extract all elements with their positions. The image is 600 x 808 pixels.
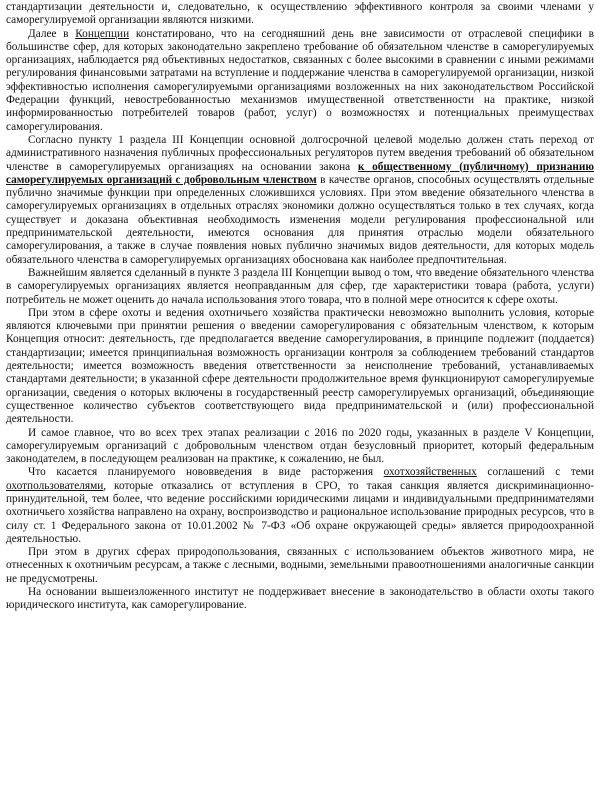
text-run: Далее в [28, 27, 76, 40]
text-run: На основании вышеизложенного институт не поддерживает внесение в законодательство в области охоты такого юридического института, как саморегулирование. [6, 586, 594, 612]
underlined-term: Концепции [75, 27, 130, 40]
paragraph [6, 28, 594, 134]
text-run: При этом в других сферах природопользования, связанных с использованием объектов животного мира, не отнесенных к охотничьим ресурсам, а также с лесными, водными, земельными правоотношениями аналогичные санкции не предусмотрены. [6, 546, 594, 585]
paragraph [6, 546, 594, 586]
paragraph [6, 267, 594, 307]
bold-underlined-phrase: к общественному (публичному) признанию саморегулируемых организаций с добровольным членством [6, 160, 594, 186]
underlined-term: охотпользователями [6, 479, 104, 492]
text-run: Важнейшим является сделанный в пункте 3 раздела III Концепции вывод о том, что введение обязательного членства в саморегулируемых организациях является неоправданным для сфер, где характеристики товара (работа, услуги) потребитель не может оценить до начала использования этого товара, что в полной мере относится к сфере охоты. [6, 266, 594, 306]
text-run: в качестве органов, способных осуществлять отдельные публично значимые функции при определенных сложившихся условиях. При этом введение обязательного членства в саморегулируемых организациях в отдельных отраслях экономики должно осуществляться только в тех случаях, когда существует и доказана объективная необходимость изменения модели регулирования профессиональной или предпринимательской деятельности, имеются основания для принятия отраслью модели обязательного саморегулирования, а также в случае появления новых публично значимых видов деятельности, для которых модель обязательного членства в саморегулируемых организациях обоснована как наиболее предпочтительная. [6, 173, 594, 266]
text-run: Согласно пункту 1 раздела III Концепции основной долгосрочной целевой моделью должен стать переход от административного назначения публичных профессиональных регуляторов путем введения требований об обязательном членстве в саморегулируемых организациях на основании закона [6, 133, 594, 173]
paragraph [6, 134, 594, 267]
paragraph [6, 427, 594, 467]
paragraph [6, 586, 594, 613]
text-run: стандартизации деятельности и, следовательно, к осуществлению эффективного контроля за своими членами у саморегулируемой организации являются низкими. [6, 1, 594, 27]
paragraph [6, 307, 594, 427]
paragraph [6, 1, 594, 28]
text-run: Что касается планируемого нововведения в виде расторжения [28, 466, 384, 479]
text-run: соглашений с теми [476, 466, 594, 479]
text-run: констатировано, что на сегодняшний день вне зависимости от отраслевой специфики в большинстве сфер, для которых законодательно закреплено требование об обязательном членстве в саморегулируемых организациях, наблюдается ряд объективных недостатков, связанных с более высокими в сравнении с иными режимами регулирования финансовыми затратами на вступление и поддержание членства в саморегулируемой организации, низкой эффективностью исполнения саморегулируемыми организациями возложенных на них законодательством Российской Федерации функций, невостребованностью механизмов имущественной ответственности на практике, низкой информированностью потребителей товаров (работ, услуг) о возможностях и потенциальных преимуществах саморегулирования. [6, 27, 595, 133]
underlined-term: охотхозяйственных [383, 466, 477, 479]
paragraph [6, 466, 594, 546]
text-run: И самое главное, что во всех трех этапах реализации с 2016 по 2020 годы, указанных в разделе V Концепции, саморегулируемым организаций с добровольным членством отдан безусловный приоритет, который федеральным законодателем, в последующем реализован на практике, к сожалению, не был. [6, 426, 594, 466]
text-run: , которые отказались от вступления в СРО, то такая санкция является дискриминационно-принудительной, тем более, что ведение российскими юридическими лицами и индивидуальными предпринимателями охотничьего хозяйства направлено на охрану, воспроизводство и рациональное использование природных ресурсов, что в силу ст. 1 Федерального закона от 10.01.2002 № 7-ФЗ «Об охране окружающей среды» является природоохранной деятельностью. [6, 479, 594, 545]
text-run: При этом в сфере охоты и ведения охотничьего хозяйства практически невозможно выполнить условия, которые являются ключевыми при принятии решения о введении саморегулирования с обязательным членством, к которым Концепция относит: деятельность, где предполагается введение саморегулирования, в принципе подлежит (поддается) стандартизации; имеется принципиальная возможность организации контроля за соблюдением требований стандартов деятельности; имеется возможность введения ответственности за неисполнение требований, устанавливаемых стандартами деятельности; в указанной сфере деятельности продолжительное время функционируют саморегулируемые организации, сведения о которых включены в государственный реестр саморегулируемых организаций, объединяющие существенное количество субъектов соответствующего вида предпринимательской и (или) профессиональной деятельности. [6, 306, 594, 426]
